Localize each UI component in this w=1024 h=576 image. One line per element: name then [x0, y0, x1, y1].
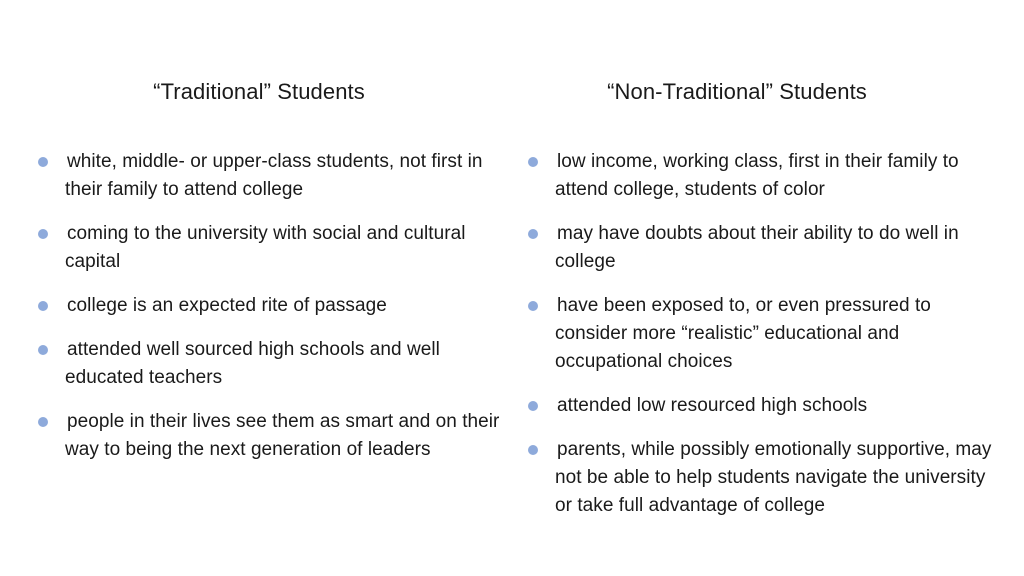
- non-traditional-students-list: [526, 148, 996, 536]
- list-item: [36, 148, 506, 204]
- list-item-text: attended low resourced high schools: [557, 395, 868, 416]
- bullet-dot-icon: [528, 301, 538, 311]
- traditional-students-title: “Traditional” Students: [153, 79, 365, 104]
- bullet-dot-icon: [38, 229, 48, 239]
- non-traditional-students-title: “Non-Traditional” Students: [607, 79, 867, 104]
- bullet-dot-icon: [528, 157, 538, 167]
- bullet-dot-icon: [38, 301, 48, 311]
- list-item-text: parents, while possibly emotionally supportive, may not be able to help students navigate the university or take full advantage of college: [555, 439, 992, 516]
- traditional-students-list: [36, 148, 506, 480]
- bullet-dot-icon: [38, 345, 48, 355]
- list-item-text: have been exposed to, or even pressured to consider more “realistic” educational and occupational choices: [555, 295, 931, 372]
- list-item: [526, 436, 996, 520]
- list-item-text: low income, working class, first in their family to attend college, students of color: [555, 151, 959, 200]
- list-item-text: coming to the university with social and cultural capital: [65, 223, 466, 272]
- list-item-text: attended well sourced high schools and well educated teachers: [65, 339, 440, 388]
- list-item-text: people in their lives see them as smart and on their way to being the next generation of leaders: [65, 411, 500, 460]
- bullet-dot-icon: [38, 157, 48, 167]
- list-item: [36, 336, 506, 392]
- list-item-text: white, middle- or upper-class students, not first in their family to attend college: [65, 151, 483, 200]
- list-item: [36, 408, 506, 464]
- list-item: [526, 220, 996, 276]
- list-item: [526, 148, 996, 204]
- list-item: [36, 220, 506, 276]
- list-item-text: college is an expected rite of passage: [67, 295, 387, 316]
- list-item: [526, 392, 996, 420]
- bullet-dot-icon: [528, 229, 538, 239]
- bullet-dot-icon: [528, 445, 538, 455]
- bullet-dot-icon: [38, 417, 48, 427]
- bullet-dot-icon: [528, 401, 538, 411]
- list-item: [36, 292, 506, 320]
- list-item-text: may have doubts about their ability to do well in college: [555, 223, 959, 272]
- list-item: [526, 292, 996, 376]
